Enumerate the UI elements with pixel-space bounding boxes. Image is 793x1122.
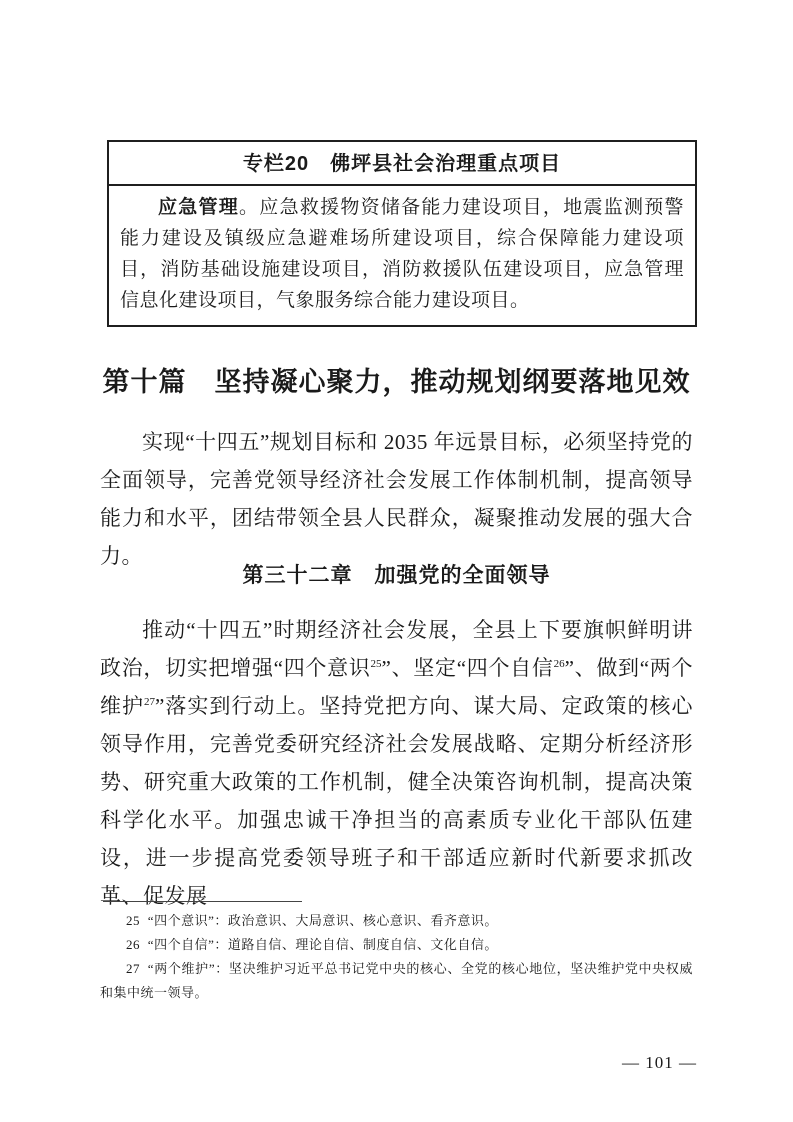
- panel-body-lead: 应急管理: [158, 197, 240, 218]
- footnote-text: “两个维护”：坚决维护习近平总书记党中央的核心、全党的核心地位，坚决维护党中央权威和集中统一领导。: [100, 961, 693, 1000]
- page-number: — 101 —: [622, 1053, 697, 1072]
- panel-title: 专栏20 佛坪县社会治理重点项目: [109, 142, 695, 186]
- chapter-heading: 第三十二章 加强党的全面领导: [242, 564, 551, 587]
- paragraph-2-text: ”、坚定“四个自信: [381, 656, 554, 680]
- footnote-number: 25: [126, 913, 140, 928]
- footnote-number: 26: [126, 937, 140, 952]
- paragraph-2-text: ”落实到行动上。坚持党把方向、谋大局、定政策的核心领导作用，完善党委研究经济社会发展战略、定期分析经济形势、研究重大政策的工作机制，健全决策咨询机制，提高决策科学化水平。加强忠诚干净担当的高素质专业化干部队伍建设，进一步提高党委领导班子和干部适应新时代新要求抓改革、促发展: [100, 694, 693, 908]
- panel-body-text: 。应急救援物资储备能力建设项目，地震监测预警能力建设及镇级应急避难场所建设项目，综合保障能力建设项目，消防基础设施建设项目，消防救援队伍建设项目，应急管理信息化建设项目，气象服务综合能力建设项目。: [120, 197, 684, 311]
- panel-body-paragraph: [120, 192, 684, 316]
- paragraph-2-text: ”、做到“两个维护: [100, 656, 693, 718]
- footnote-26: [100, 933, 693, 957]
- footnote-text: “四个自信”：道路自信、理论自信、制度自信、文化自信。: [147, 937, 498, 952]
- footnote-area: [100, 901, 693, 1005]
- footnote-text: “四个意识”：政治意识、大局意识、核心意识、看齐意识。: [147, 913, 498, 928]
- paragraph-1: 实现“十四五”规划目标和 2035 年远景目标，必须坚持党的全面领导，完善党领导经济社会发展工作体制机制，提高领导能力和水平，团结带领全县人民群众，凝聚推动发展的强大合力。: [100, 430, 693, 568]
- footnote-25: [100, 909, 693, 933]
- footnote-ref-26: 26: [553, 658, 565, 670]
- footnote-number: 27: [126, 961, 140, 976]
- footnote-separator: [103, 901, 302, 902]
- panel-column-20: [107, 140, 697, 327]
- paragraph-2-text: 推动“十四五”时期经济社会发展，全县上下要旗帜鲜明讲政治，切实把增强“四个意识: [100, 618, 693, 680]
- footnote-ref-25: 25: [370, 658, 382, 670]
- paragraph-2: [100, 611, 693, 915]
- part-heading: 第十篇 坚持凝心聚力，推动规划纲要落地见效: [102, 367, 691, 397]
- panel-body: [109, 186, 695, 325]
- footnote-ref-27: 27: [144, 696, 156, 708]
- footnote-27: [100, 957, 693, 1005]
